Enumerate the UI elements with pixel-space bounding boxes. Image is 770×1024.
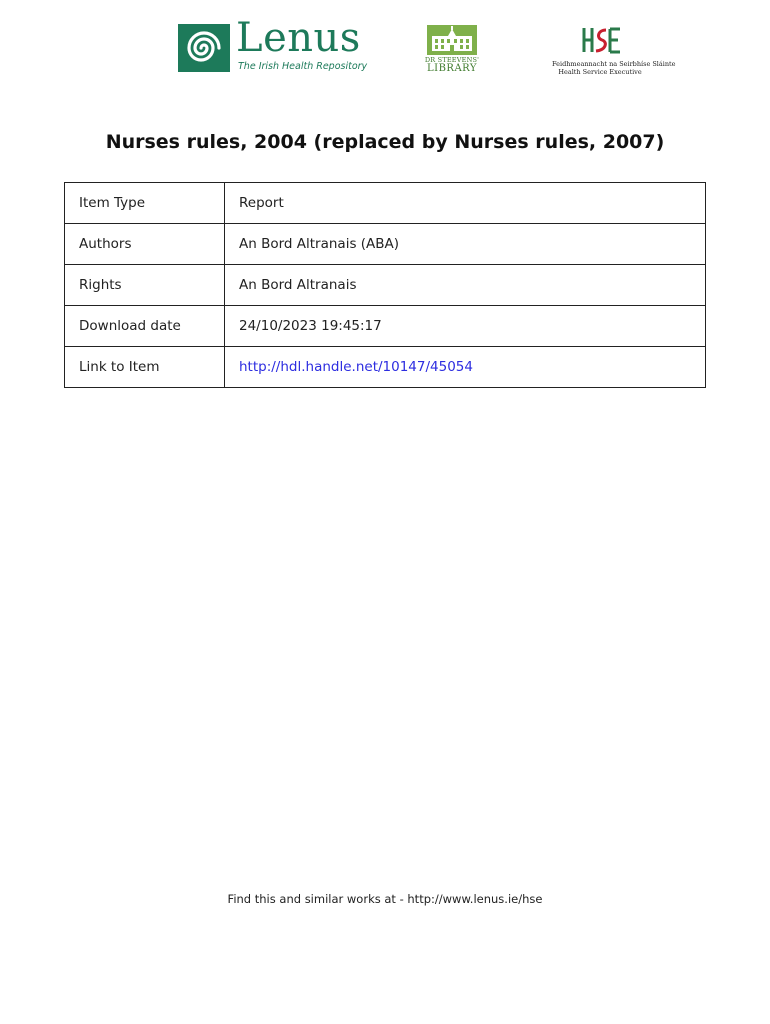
library-building-icon xyxy=(424,24,480,56)
table-row xyxy=(65,224,706,265)
hse-name-irish: Feidhmeannacht na Seirbhíse Sláinte xyxy=(552,60,676,68)
row-label-download-date: Download date xyxy=(65,306,225,347)
table-row xyxy=(65,183,706,224)
hse-logo xyxy=(552,24,676,78)
lenus-tagline: The Irish Health Repository xyxy=(238,61,368,72)
lenus-spiral-icon xyxy=(178,24,230,72)
metadata-table xyxy=(64,182,706,388)
lenus-wordmark: Lenus xyxy=(236,15,361,61)
footer-text: Find this and similar works at - http://www.lenus.ie/hse xyxy=(227,892,543,906)
row-value-download-date: 24/10/2023 19:45:17 xyxy=(225,306,706,347)
row-label-link-to-item: Link to Item xyxy=(65,347,225,388)
row-label-item-type: Item Type xyxy=(65,183,225,224)
library-logo xyxy=(424,24,480,76)
lenus-logo xyxy=(178,15,368,76)
hse-mark-icon xyxy=(578,24,622,56)
row-label-rights: Rights xyxy=(65,265,225,306)
table-row xyxy=(65,347,706,388)
library-name-line1: DR STEEVENS' xyxy=(424,56,480,64)
table-row xyxy=(65,306,706,347)
row-label-authors: Authors xyxy=(65,224,225,265)
hse-name-english: Health Service Executive xyxy=(558,68,642,76)
row-value-link-to-item xyxy=(225,347,706,388)
document-title: Nurses rules, 2004 (replaced by Nurses rules, 2007) xyxy=(105,131,665,153)
item-handle-link[interactable]: http://hdl.handle.net/10147/45054 xyxy=(239,359,473,375)
row-value-item-type: Report xyxy=(225,183,706,224)
library-name-line2: LIBRARY xyxy=(426,63,477,74)
row-value-authors: An Bord Altranais (ABA) xyxy=(225,224,706,265)
row-value-rights: An Bord Altranais xyxy=(225,265,706,306)
table-row xyxy=(65,265,706,306)
